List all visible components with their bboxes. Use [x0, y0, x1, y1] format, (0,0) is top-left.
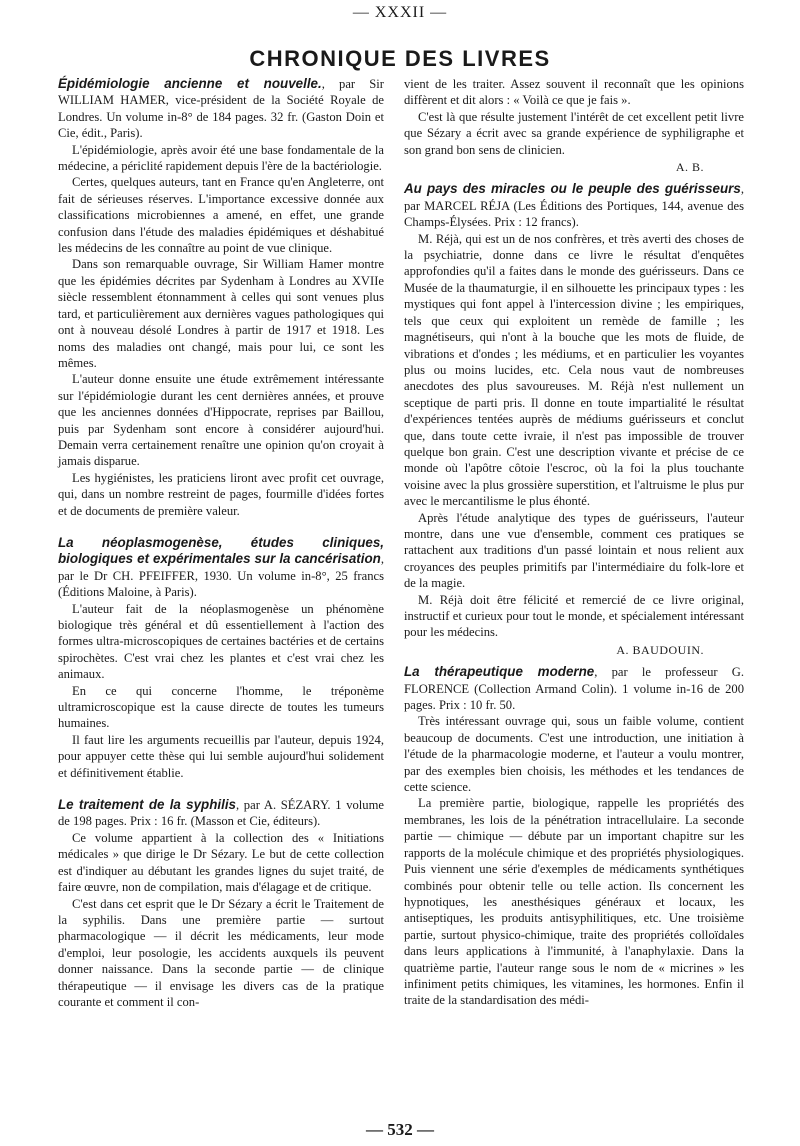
review-header	[58, 76, 384, 142]
review-header	[404, 181, 744, 230]
review-header	[58, 535, 384, 601]
review-title: La thérapeutique moderne	[404, 664, 595, 680]
review-paragraph: Il faut lire les arguments recueillis par l'auteur, depuis 1924, pour appuyer cette thèse qui lui semble aujourd'hui solidement et définitivement établie.	[58, 732, 384, 780]
review-signature: A. B.	[675, 160, 704, 175]
review-bibliography: , par le professeur G. FLORENCE (Collection Armand Colin). 1 volume in-16 de 200 pages. Prix : 10 fr. 50.	[404, 665, 744, 713]
review-title: La néoplasmogenèse, études cliniques, biologiques et expérimentales sur la cancérisation	[58, 534, 384, 567]
section-heading: CHRONIQUE DES LIVRES	[249, 46, 551, 71]
review-paragraph: L'auteur fait de la néoplasmogenèse un phénomène biologique très général et dû essentiellement à l'action des formes ultra-microscopiques de certaines bactéries et de certains spirochètes. C'est vrai chez les plantes et c'est vrai chez les animaux.	[58, 601, 384, 682]
book-review	[58, 76, 384, 519]
review-paragraph: Ce volume appartient à la collection des « Initiations médicales » que dirige le Dr Sézary. Le but de cette collection est d'indiquer au débutant les grandes lignes du sujet traité, de faire œuvre, non de compilation, mais d'élagage et de critique.	[58, 830, 384, 895]
book-review	[58, 797, 384, 1010]
review-paragraph: L'auteur donne ensuite une étude extrêmement intéressante sur l'épidémiologie durant les cent dernières années, et prouve que les anciennes données d'Hippocrate, reprises par Baillou, puis par Sydenham sont encore à considérer aujourd'hui. Demain verra certainement renaître une opinion qu'on croyait à jamais disparue.	[58, 372, 384, 469]
review-bibliography: , par MARCEL RÉJA (Les Éditions des Portiques, 144, avenue des Champs-Élysées. Prix : 12 francs).	[404, 182, 744, 230]
right-column	[404, 76, 744, 1015]
review-paragraph: Certes, quelques auteurs, tant en France qu'en Angleterre, ont fait de sérieuses réserves. L'importance excessive donnée aux classifications microbiennes a amené, en effet, une grande confusion dans l'étude des maladies épidémiques et déshabitué les médecins de les connaître au point de vue clinique.	[58, 175, 384, 256]
page-number: — 532 —	[366, 1120, 434, 1139]
left-column	[58, 76, 384, 1016]
review-paragraph: L'épidémiologie, après avoir été une base fondamentale de la médecine, a périclité rapidement depuis l'ère de la bactériologie.	[58, 142, 384, 174]
book-review	[404, 181, 744, 658]
review-paragraph: Très intéressant ouvrage qui, sous un faible volume, contient beaucoup de documents. C'est une introduction, une initiation à l'étude de la pharmacologie moderne, et l'auteur a voulu montrer, par des exemples bien choisis, les méthodes et les tendances de cette science.	[404, 714, 744, 795]
review-paragraph: M. Réjà, qui est un de nos confrères, et très averti des choses de la psychiatrie, donne dans ce livre le résultat d'enquêtes approfondies qu'il a faites dans le monde des guérisseurs. Dans ce Musée de la thaumaturgie, il en silhouette les principaux types : les mystiques qui font appel à l'intercession divine ; les empiriques, tels que ceux qui exploitent un remède de famille ; les magnétiseurs, qui n'ont à la bouche que les mots de fluide, de vibrations et d'ondes ; les médiums, et en particulier les voyantes plus ou moins lucides, etc. Cela nous vaut de nombreuses anecdotes des plus savoureuses. M. Réjà n'est nullement un sceptique de parti pris. Il donne en toute impartialité le résultat d'expériences tentées auprès de médiums guérisseurs et conclut que, dans toute cette ivraie, il n'est pas impossible de trouver quelque bon grain. C'est une description vivante et précise de ce monde où l'apôtre côtoie l'escroc, où la foi la plus touchante voisine avec la plus grossière superstition, et l'altruisme le plus pur avec le mercantilisme le plus éhonté.	[404, 231, 744, 509]
running-folio: — XXXII —	[352, 4, 448, 21]
review-title: Au pays des miracles ou le peuple des guérisseurs	[404, 181, 741, 197]
review-header	[58, 797, 384, 830]
review-paragraph: C'est là que résulte justement l'intérêt de cet excellent petit livre que Sézary a écrit avec sa grande expérience de syphiligraphe et son grand bon sens de clinicien.	[404, 109, 744, 157]
review-paragraph: M. Réjà doit être félicité et remercié de ce livre original, instructif et curieux pour tout le monde, et spécialement intéressant pour les médecins.	[404, 592, 744, 640]
review-paragraph: Après l'étude analytique des types de guérisseurs, l'auteur montre, dans une vue d'ensemble, comment ces pratiques se rattachent aux traditions d'un passé lointain et nous relient aux croyances des peuples primitifs par l'intermédiaire du folk-lore et de la magie.	[404, 510, 744, 591]
review-paragraph: La première partie, biologique, rappelle les propriétés des membranes, les lois de la pénétration intracellulaire. La seconde partie — chimique — débute par un important chapitre sur les rapports de la molécule chimique et des propriétés physiologiques. Puis viennent une série d'exemples de médicaments synthétiques combinés pour obtenir telle ou telle action. Ils concernent les hypnotiques, les anesthésiques généraux et locaux, les antiseptiques, les produits antisyphilitiques, etc. Une troisième partie, surtout physico-chimique, traite des propriétés colloïdales dans leurs applications à l'immunité, à l'anaphylaxie. Dans la quatrième partie, l'auteur range sous le nom de « micrines » les infiniment petits chimiques, les vitamines, les hormones. Enfin il traite de la standardisation des médi-	[404, 796, 744, 1008]
book-review	[58, 535, 384, 781]
review-paragraph: vient de les traiter. Assez souvent il reconnaît que les opinions diffèrent et dit alors : « Voilà ce que je fais ».	[404, 77, 744, 108]
review-paragraph: En ce qui concerne l'homme, le tréponème ultramicroscopique est la cause directe de toutes les tumeurs humaines.	[58, 683, 384, 731]
review-bibliography: , par A. SÉZARY. 1 volume de 198 pages. Prix : 16 fr. (Masson et Cie, éditeurs).	[58, 798, 384, 829]
review-paragraph: C'est dans cet esprit que le Dr Sézary a écrit le Traitement de la syphilis. Dans une première partie — surtout pharmacologique — il décrit les médicaments, leur mode d'emploi, leur posologie, les accidents auxquels ils peuvent donner naissance. Dans la seconde partie — de clinique thérapeutique — il envisage les divers cas de la pratique courante et comment il con-	[58, 896, 384, 1009]
review-bibliography: , par Sir WILLIAM HAMER, vice-président de la Société Royale de Londres. Un volume in-8° de 184 pages. 32 fr. (Gaston Doin et Cie, édit., Paris).	[58, 77, 384, 141]
review-title: Le traitement de la syphilis	[58, 797, 236, 813]
review-paragraph: Dans son remarquable ouvrage, Sir William Hamer montre que les épidémies décrites par Sydenham à Londres au XVIIe siècle ressemblent étonnamment à celles qui sont venues plus tard, et particulièrement aux dernières vagues pathologiques qui ont à nouveau désolé Londres à partir de 1917 et 1918. Les noms des maladies ont changé, mais pour lui, ce sont les mêmes.	[58, 257, 384, 370]
book-review	[404, 664, 744, 1009]
review-paragraph: Les hygiénistes, les praticiens liront avec profit cet ouvrage, qui, dans un nombre restreint de pages, fourmille d'idées fortes et de documents de première valeur.	[58, 470, 384, 518]
review-title: Épidémiologie ancienne et nouvelle.	[58, 76, 322, 91]
review-signature: A. BAUDOUIN.	[616, 642, 704, 657]
review-bibliography: , par le Dr CH. PFEIFFER, 1930. Un volume in-8°, 25 francs (Éditions Maloine, à Paris).	[58, 552, 384, 600]
review-header	[404, 664, 744, 713]
continued-review	[404, 76, 744, 175]
